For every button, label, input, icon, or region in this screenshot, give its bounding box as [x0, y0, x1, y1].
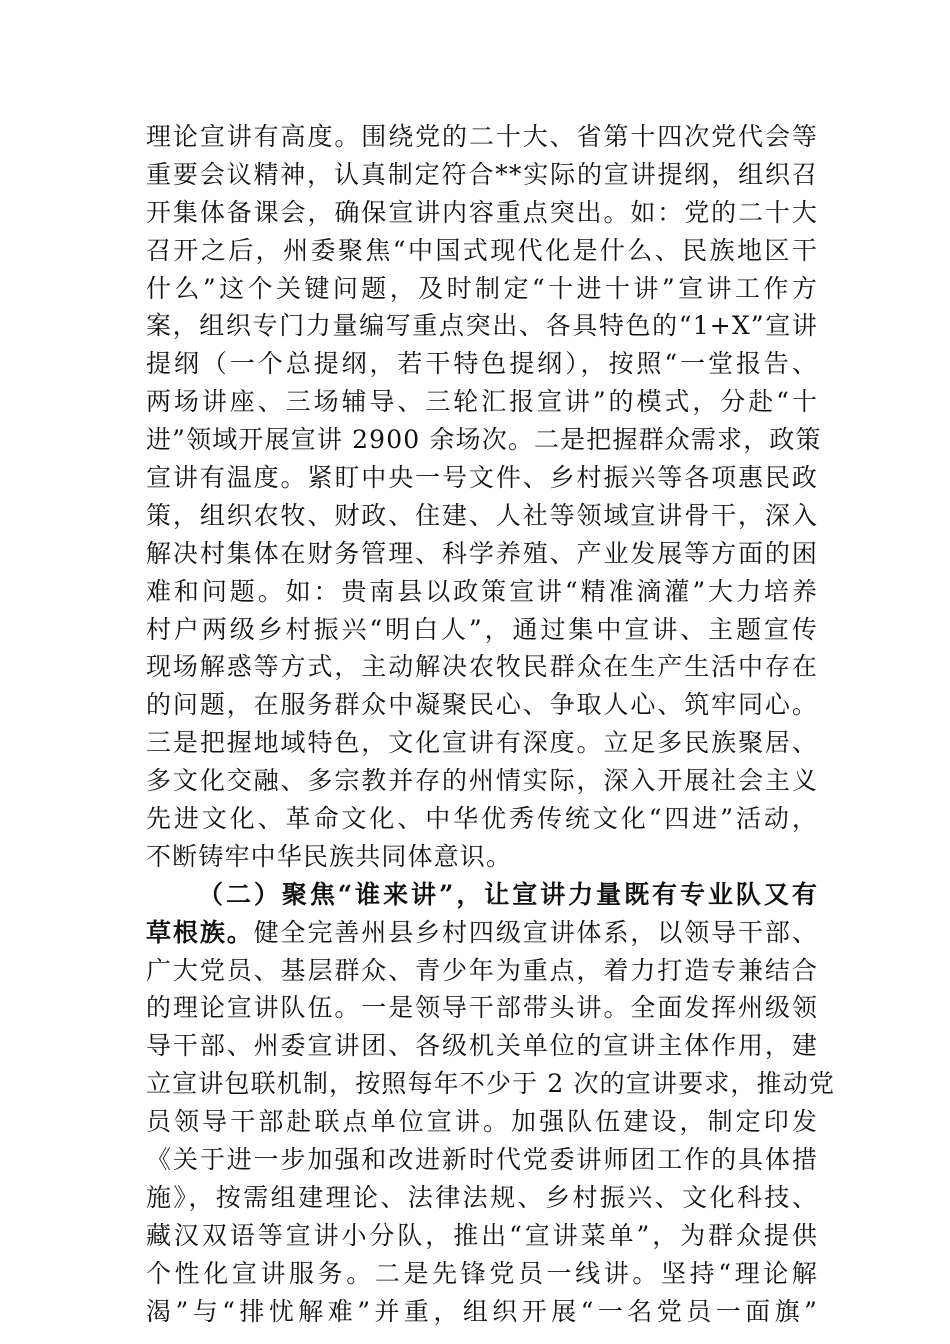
text-line: 难和问题。如：贵南县以政策宣讲“精准滴灌”大力培养 — [146, 576, 818, 606]
text-line: 理论宣讲有高度。围绕党的二十大、省第十四次党代会等 — [146, 122, 818, 151]
text-line: 解决村集体在财务管理、科学养殖、产业发展等方面的困 — [146, 538, 818, 568]
text-line: 两场讲座、三场辅导、三轮汇报宣讲”的模式，分赴“十 — [146, 387, 818, 417]
text-line: 开集体备课会，确保宣讲内容重点突出。如：党的二十大 — [146, 197, 818, 227]
text-line: 宣讲有温度。紧盯中央一号文件、乡村振兴等各项惠民政 — [146, 463, 818, 493]
text-line: 广大党员、基层群众、青少年为重点，着力打造专兼结合 — [146, 955, 818, 985]
text-line — [146, 914, 818, 952]
text-line: 立宣讲包联机制，按照每年不少于 2 次的宣讲要求，推动党 — [146, 1069, 836, 1099]
text-line: 重要会议精神，认真制定符合**实际的宣讲提纲，组织召 — [146, 159, 818, 189]
section-heading-continuation: 草根族。 — [146, 917, 254, 947]
text-line: 渴”与“排忧解难”并重，组织开展“一名党员一面旗” — [146, 1296, 818, 1326]
text-line: 召开之后，州委聚焦“中国式现代化是什么、民族地区干 — [146, 235, 818, 265]
text-line: 个性化宣讲服务。二是先锋党员一线讲。坚持“理论解 — [146, 1258, 818, 1288]
text-line: 进”领域开展宣讲 2900 余场次。二是把握群众需求，政策 — [146, 425, 822, 455]
text-line: 《关于进一步加强和改进新时代党委讲师团工作的具体措 — [146, 1145, 818, 1175]
text-run: 健全完善州县乡村四级宣讲体系，以领导干部、 — [253, 917, 818, 947]
text-line: 提纲（一个总提纲，若干特色提纲），按照“一堂报告、 — [146, 349, 818, 379]
text-line: 员领导干部赴联点单位宣讲。加强队伍建设，制定印发 — [146, 1107, 818, 1137]
text-line: 的理论宣讲队伍。一是领导干部带头讲。全面发挥州级领 — [146, 993, 818, 1023]
text-line: 案，组织专门力量编写重点突出、各具特色的“1+X”宣讲 — [146, 311, 818, 341]
text-line: 现场解惑等方式，主动解决农牧民群众在生产生活中存在 — [146, 652, 818, 682]
text-line: 村户两级乡村振兴“明白人”，通过集中宣讲、主题宣传 — [146, 614, 818, 644]
text-line: 什么”这个关键问题，及时制定“十进十讲”宣讲工作方 — [146, 273, 818, 303]
text-line: 不断铸牢中华民族共同体意识。 — [146, 841, 513, 871]
text-line: 策，组织农牧、财政、住建、人社等领域宣讲骨干，深入 — [146, 500, 818, 530]
text-line: 的问题，在服务群众中凝聚民心、争取人心、筑牢同心。 — [146, 690, 818, 720]
text-line: 施》，按需组建理论、法律法规、乡村振兴、文化科技、 — [146, 1182, 818, 1212]
text-line: 先进文化、革命文化、中华优秀传统文化“四进”活动， — [146, 804, 818, 834]
text-line: 多文化交融、多宗教并存的州情实际，深入开展社会主义 — [146, 766, 818, 796]
text-line: 导干部、州委宣讲团、各级机关单位的宣讲主体作用，建 — [146, 1031, 818, 1061]
text-line: 藏汉双语等宣讲小分队，推出“宣讲菜单”，为群众提供 — [146, 1220, 818, 1250]
text-line: 三是把握地域特色，文化宣讲有深度。立足多民族聚居、 — [146, 728, 818, 758]
body-text — [146, 118, 836, 1331]
section-heading: （二）聚焦“谁来讲”，让宣讲力量既有专业队又有 — [198, 879, 818, 909]
